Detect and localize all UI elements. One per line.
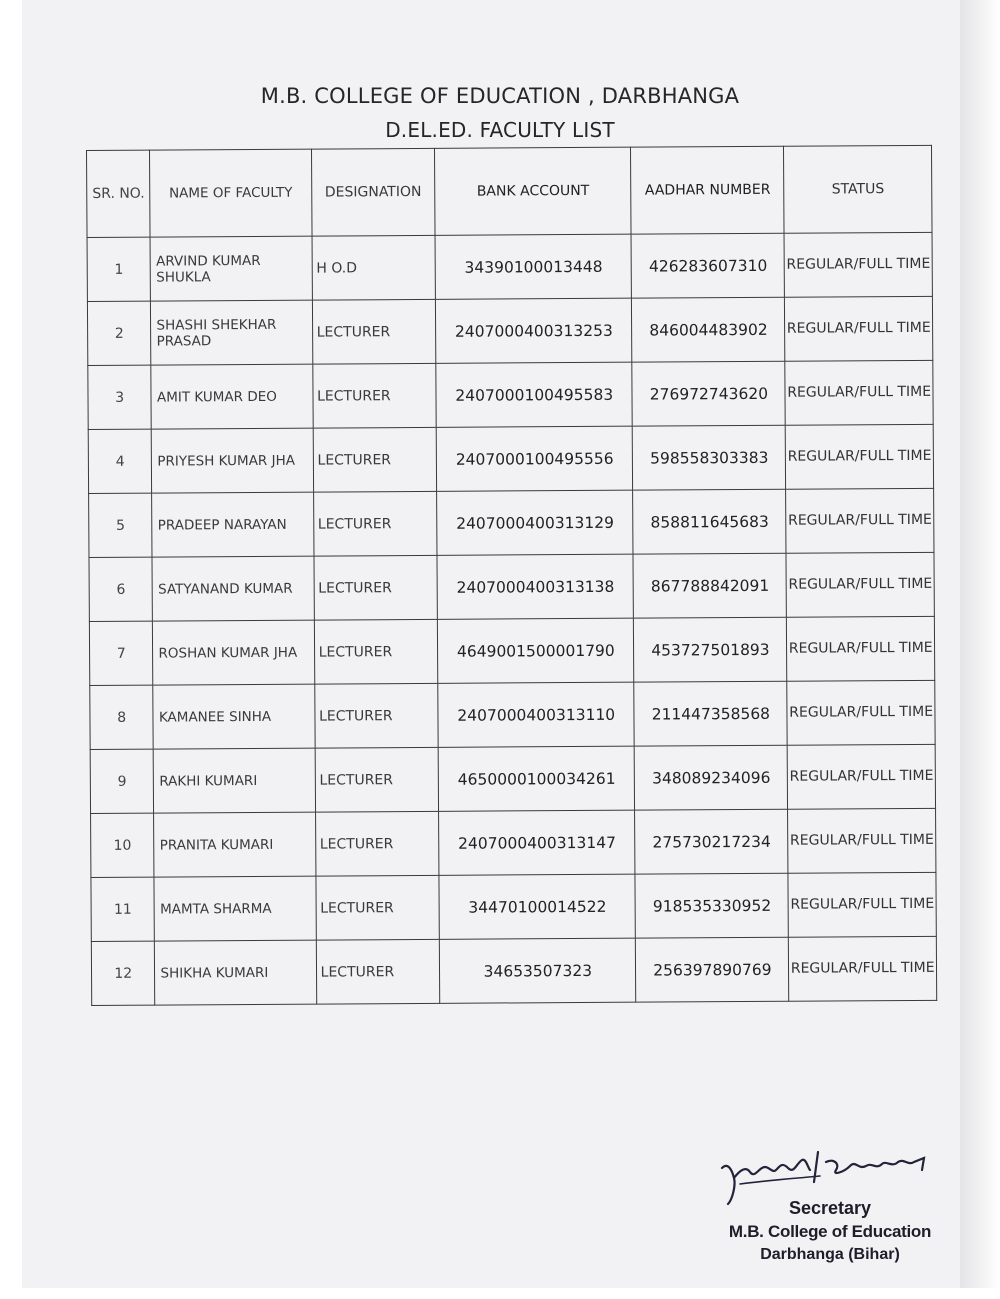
document-title: M.B. COLLEGE OF EDUCATION , DARBHANGA <box>260 84 740 108</box>
header-name: NAME OF FACULTY <box>150 149 312 237</box>
cell-name: KAMANEE SINHA <box>153 684 315 749</box>
cell-aadhar-number: 276972743620 <box>632 361 785 426</box>
cell-status: REGULAR/FULL TIME <box>784 232 932 297</box>
cell-bank-account: 2407000400313138 <box>437 554 634 619</box>
cell-bank-account: 4650000100034261 <box>438 746 635 811</box>
table-row <box>87 296 932 365</box>
cell-status: REGULAR/FULL TIME <box>788 872 936 937</box>
cell-aadhar-number: 453727501893 <box>634 617 787 682</box>
cell-designation: LECTURER <box>312 363 436 428</box>
cell-aadhar-number: 858811645683 <box>633 489 786 554</box>
cell-bank-account: 2407000400313147 <box>439 810 636 875</box>
cell-designation: LECTURER <box>316 875 440 940</box>
cell-status: REGULAR/FULL TIME <box>787 680 935 745</box>
cell-designation: LECTURER <box>315 811 439 876</box>
cell-aadhar-number: 918535330952 <box>635 873 788 938</box>
cell-name: SATYANAND KUMAR <box>152 556 314 621</box>
cell-bank-account: 2407000400313129 <box>437 490 634 555</box>
header-designation: DESIGNATION <box>311 148 435 236</box>
cell-status: REGULAR/FULL TIME <box>786 424 934 489</box>
cell-aadhar-number: 867788842091 <box>633 553 786 618</box>
cell-designation: LECTURER <box>313 427 437 492</box>
table-row <box>88 424 933 493</box>
cell-sr-no: 9 <box>90 749 154 813</box>
cell-name: PRADEEP NARAYAN <box>152 492 314 557</box>
cell-sr-no: 10 <box>91 813 155 877</box>
cell-bank-account: 2407000100495556 <box>436 426 633 491</box>
cell-name: MAMTA SHARMA <box>154 876 316 941</box>
cell-designation: LECTURER <box>314 555 438 620</box>
cell-name: ROSHAN KUMAR JHA <box>153 620 315 685</box>
cell-status: REGULAR/FULL TIME <box>787 616 935 681</box>
document-subtitle: D.EL.ED. FACULTY LIST <box>385 118 615 142</box>
cell-status: REGULAR/FULL TIME <box>785 296 933 361</box>
table-row <box>91 872 936 941</box>
header-bank-account: BANK ACCOUNT <box>435 147 632 235</box>
cell-status: REGULAR/FULL TIME <box>788 744 936 809</box>
cell-sr-no: 4 <box>88 429 152 493</box>
cell-sr-no: 3 <box>88 365 152 429</box>
cell-aadhar-number: 256397890769 <box>636 937 789 1002</box>
cell-designation: H O.D <box>312 235 436 300</box>
cell-bank-account: 34390100013448 <box>435 234 632 299</box>
cell-designation: LECTURER <box>314 619 438 684</box>
cell-name: SHASHI SHEKHAR PRASAD <box>151 300 313 365</box>
cell-status: REGULAR/FULL TIME <box>785 360 933 425</box>
cell-designation: LECTURER <box>316 939 440 1004</box>
cell-aadhar-number: 846004483902 <box>632 297 785 362</box>
cell-sr-no: 7 <box>89 621 153 685</box>
stamp-location: Darbhanga (Bihar) <box>760 1246 900 1263</box>
table-row <box>87 232 932 301</box>
cell-aadhar-number: 598558303383 <box>633 425 786 490</box>
table-body <box>87 232 937 1005</box>
cell-name: SHIKHA KUMARI <box>155 940 317 1005</box>
table-row <box>88 360 933 429</box>
cell-sr-no: 2 <box>87 301 151 365</box>
table-row <box>89 552 934 621</box>
cell-name: AMIT KUMAR DEO <box>151 364 313 429</box>
cell-aadhar-number: 275730217234 <box>635 809 788 874</box>
cell-name: ARVIND KUMAR SHUKLA <box>150 236 312 301</box>
stamp-designation: Secretary <box>788 1198 872 1218</box>
cell-sr-no: 1 <box>87 237 151 301</box>
cell-sr-no: 11 <box>91 877 155 941</box>
table-row <box>89 488 934 557</box>
scan-bottom-margin <box>0 1288 1000 1299</box>
cell-bank-account: 4649001500001790 <box>438 618 635 683</box>
faculty-table <box>86 145 937 1006</box>
scan-edge-shadow <box>960 0 1000 1299</box>
table-row <box>91 936 936 1005</box>
stamp-institution: M.B. College of Education <box>728 1222 932 1241</box>
cell-bank-account: 2407000400313253 <box>436 298 633 363</box>
cell-designation: LECTURER <box>313 491 437 556</box>
cell-bank-account: 34653507323 <box>440 938 637 1003</box>
cell-aadhar-number: 348089234096 <box>635 745 788 810</box>
cell-sr-no: 6 <box>89 557 153 621</box>
table-row <box>90 744 935 813</box>
cell-aadhar-number: 211447358568 <box>634 681 787 746</box>
table-row <box>90 680 935 749</box>
cell-sr-no: 5 <box>89 493 153 557</box>
signature-stamp-block <box>700 1140 960 1280</box>
table-row <box>89 616 934 685</box>
cell-sr-no: 8 <box>90 685 154 749</box>
cell-aadhar-number: 426283607310 <box>631 233 784 298</box>
table-row <box>91 808 936 877</box>
cell-bank-account: 34470100014522 <box>439 874 636 939</box>
cell-name: RAKHI KUMARI <box>154 748 316 813</box>
cell-bank-account: 2407000400313110 <box>438 682 635 747</box>
header-aadhar-number: AADHAR NUMBER <box>631 146 784 234</box>
cell-bank-account: 2407000100495583 <box>436 362 633 427</box>
table-header <box>87 145 933 237</box>
cell-designation: LECTURER <box>312 299 436 364</box>
cell-status: REGULAR/FULL TIME <box>786 488 934 553</box>
header-sr-no: SR. NO. <box>87 150 151 237</box>
cell-name: PRIYESH KUMAR JHA <box>152 428 314 493</box>
cell-sr-no: 12 <box>91 941 155 1005</box>
header-status: STATUS <box>784 145 932 233</box>
header-row <box>87 145 933 237</box>
cell-name: PRANITA KUMARI <box>154 812 316 877</box>
cell-designation: LECTURER <box>315 747 439 812</box>
cell-status: REGULAR/FULL TIME <box>786 552 934 617</box>
cell-status: REGULAR/FULL TIME <box>788 808 936 873</box>
cell-status: REGULAR/FULL TIME <box>789 936 937 1001</box>
cell-designation: LECTURER <box>314 683 438 748</box>
